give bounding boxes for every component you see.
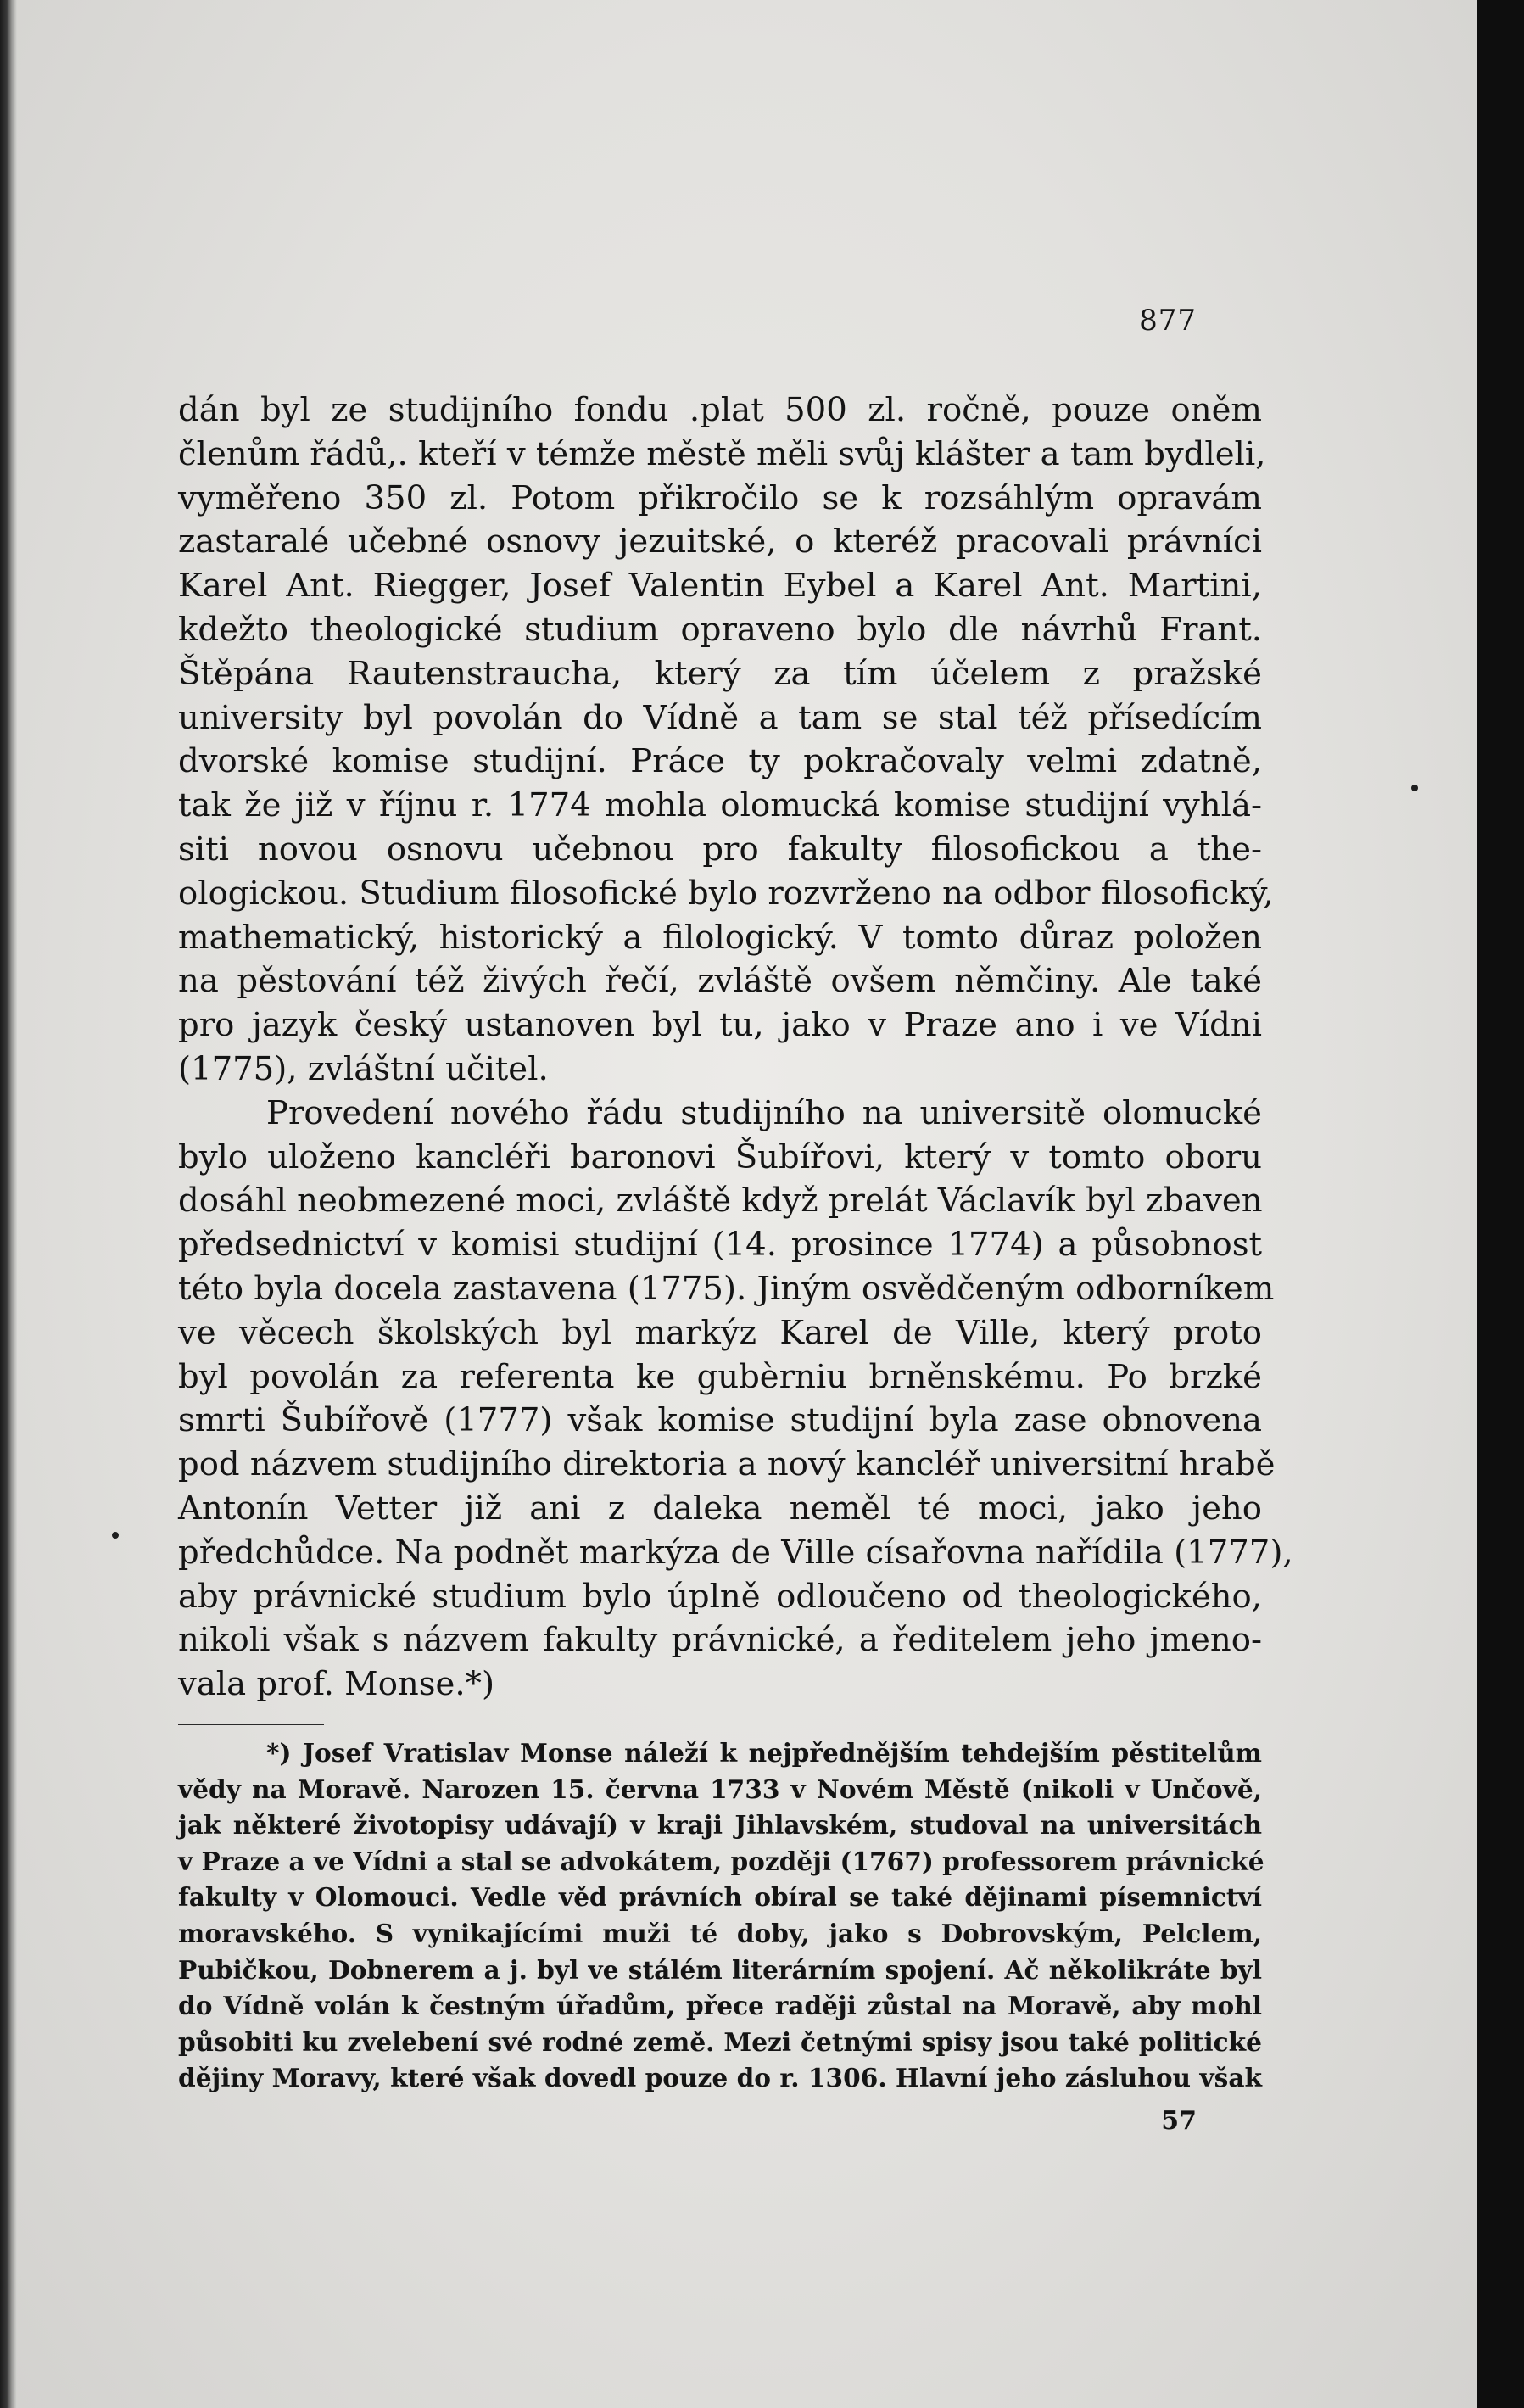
text-line: předsednictví v komisi studijní (14. prosince 1774) a působnost xyxy=(178,1226,1262,1265)
text-line: předchůdce. Na podnět markýza de Ville císařovna nařídila (1777), xyxy=(178,1533,1293,1572)
text-line: kdežto theologické studium opraveno bylo dle návrhů Frant. xyxy=(178,610,1262,649)
text-line: této byla docela zastavena (1775). Jiným osvědčeným odborníkem xyxy=(178,1269,1275,1308)
text-line: vala prof. Monse.*) xyxy=(178,1665,494,1704)
margin-speck xyxy=(1411,785,1418,791)
text-line: smrti Šubířově (1777) však komise studijní byla zase obnovena xyxy=(178,1401,1262,1440)
footnote-line: vědy na Moravě. Narozen 15. června 1733 v Novém Městě (nikoli v Unčově, xyxy=(178,1774,1262,1804)
text-line: Štěpána Rautenstraucha, který za tím účelem z pražské xyxy=(178,654,1262,693)
footnote xyxy=(178,1735,1262,2097)
footnote-line: dějiny Moravy, které však dovedl pouze do r. 1306. Hlavní jeho zásluhou však xyxy=(178,2063,1262,2093)
footnote-line: moravského. S vynikajícími muži té doby, jako s Dobrovským, Pelclem, xyxy=(178,1918,1262,1948)
text-line: university byl povolán do Vídně a tam se stal též přísedícím xyxy=(178,698,1262,737)
text-line: tak že již v říjnu r. 1774 mohla olomucká komise studijní vyhlá- xyxy=(178,786,1262,825)
text-line: pro jazyk český ustanoven byl tu, jako v Praze ano i ve Vídni xyxy=(178,1006,1262,1045)
text-line: bylo uloženo kancléři baronovi Šubířovi, který v tomto oboru xyxy=(178,1137,1262,1176)
footnote-line: v Praze a ve Vídni a stal se advokátem, později (1767) professorem právnické xyxy=(178,1846,1264,1876)
text-line: mathematický, historický a filologický. V tomto důraz položen xyxy=(178,918,1262,957)
footnote-line: do Vídně volán k čestným úřadům, přece raději zůstal na Moravě, aby mohl xyxy=(178,1991,1262,2021)
scan-left-edge xyxy=(0,0,17,2408)
text-line: (1775), zvláštní učitel. xyxy=(178,1049,549,1088)
text-line: ve věcech školských byl markýz Karel de Ville, který proto xyxy=(178,1313,1262,1352)
text-line: ologickou. Studium filosofické bylo rozvrženo na odbor filosofický, xyxy=(178,874,1274,913)
footnote-line: jak některé životopisy udávají) v kraji Jihlavském, studoval na universitách xyxy=(178,1810,1262,1841)
text-line: vyměřeno 350 zl. Potom přikročilo se k rozsáhlým opravám xyxy=(178,478,1262,517)
signature-mark: 57 xyxy=(1161,2106,1197,2136)
text-line: dosáhl neobmezené moci, zvláště když prelát Václavík byl zbaven xyxy=(178,1182,1263,1221)
text-line: dvorské komise studijní. Práce ty pokračovaly velmi zdatně, xyxy=(178,742,1262,781)
text-line: zastaralé učebné osnovy jezuitské, o kteréž pracovali právníci xyxy=(178,522,1262,561)
scan-right-edge xyxy=(1477,0,1524,2408)
footnote-line: *) Josef Vratislav Monse náleží k nejpřednějším tehdejším pěstitelům xyxy=(266,1738,1262,1768)
footnote-line: působiti ku zvelebení své rodné země. Mezi četnými spisy jsou také politické xyxy=(178,2026,1262,2057)
footnote-divider xyxy=(178,1724,324,1725)
text-line: Provedení nového řádu studijního na universitě olomucké xyxy=(266,1093,1262,1132)
text-line: siti novou osnovu učebnou pro fakulty filosofickou a the- xyxy=(178,830,1262,869)
footnote-line: fakulty v Olomouci. Vedle věd právních obíral se také dějinami písemnictví xyxy=(178,1882,1262,1913)
text-line: dán byl ze studijního fondu .plat 500 zl. ročně, pouze oněm xyxy=(178,391,1262,429)
text-line: na pěstování též živých řečí, zvláště ovšem němčiny. Ale také xyxy=(178,962,1262,1001)
text-line: Antonín Vetter již ani z daleka neměl té moci, jako jeho xyxy=(178,1489,1262,1528)
text-line: Karel Ant. Riegger, Josef Valentin Eybel a Karel Ant. Martini, xyxy=(178,567,1262,606)
text-line: nikoli však s názvem fakulty právnické, a ředitelem jeho jmeno- xyxy=(178,1621,1262,1660)
page-number: 877 xyxy=(1139,304,1197,338)
text-line: pod názvem studijního direktoria a nový kancléř universitní hrabě xyxy=(178,1445,1276,1484)
footnote-line: Pubičkou, Dobnerem a j. byl ve stálém literárním spojení. Ač několikráte byl xyxy=(178,1954,1262,1985)
body-text xyxy=(178,388,1293,1707)
book-page xyxy=(17,0,1477,2408)
text-line: byl povolán za referenta ke gubèrniu brněnskému. Po brzké xyxy=(178,1357,1262,1396)
text-line: aby právnické studium bylo úplně odloučeno od theologického, xyxy=(178,1577,1262,1616)
text-line: členům řádů,. kteří v témže městě měli svůj klášter a tam bydleli, xyxy=(178,434,1266,473)
margin-speck xyxy=(112,1532,119,1539)
